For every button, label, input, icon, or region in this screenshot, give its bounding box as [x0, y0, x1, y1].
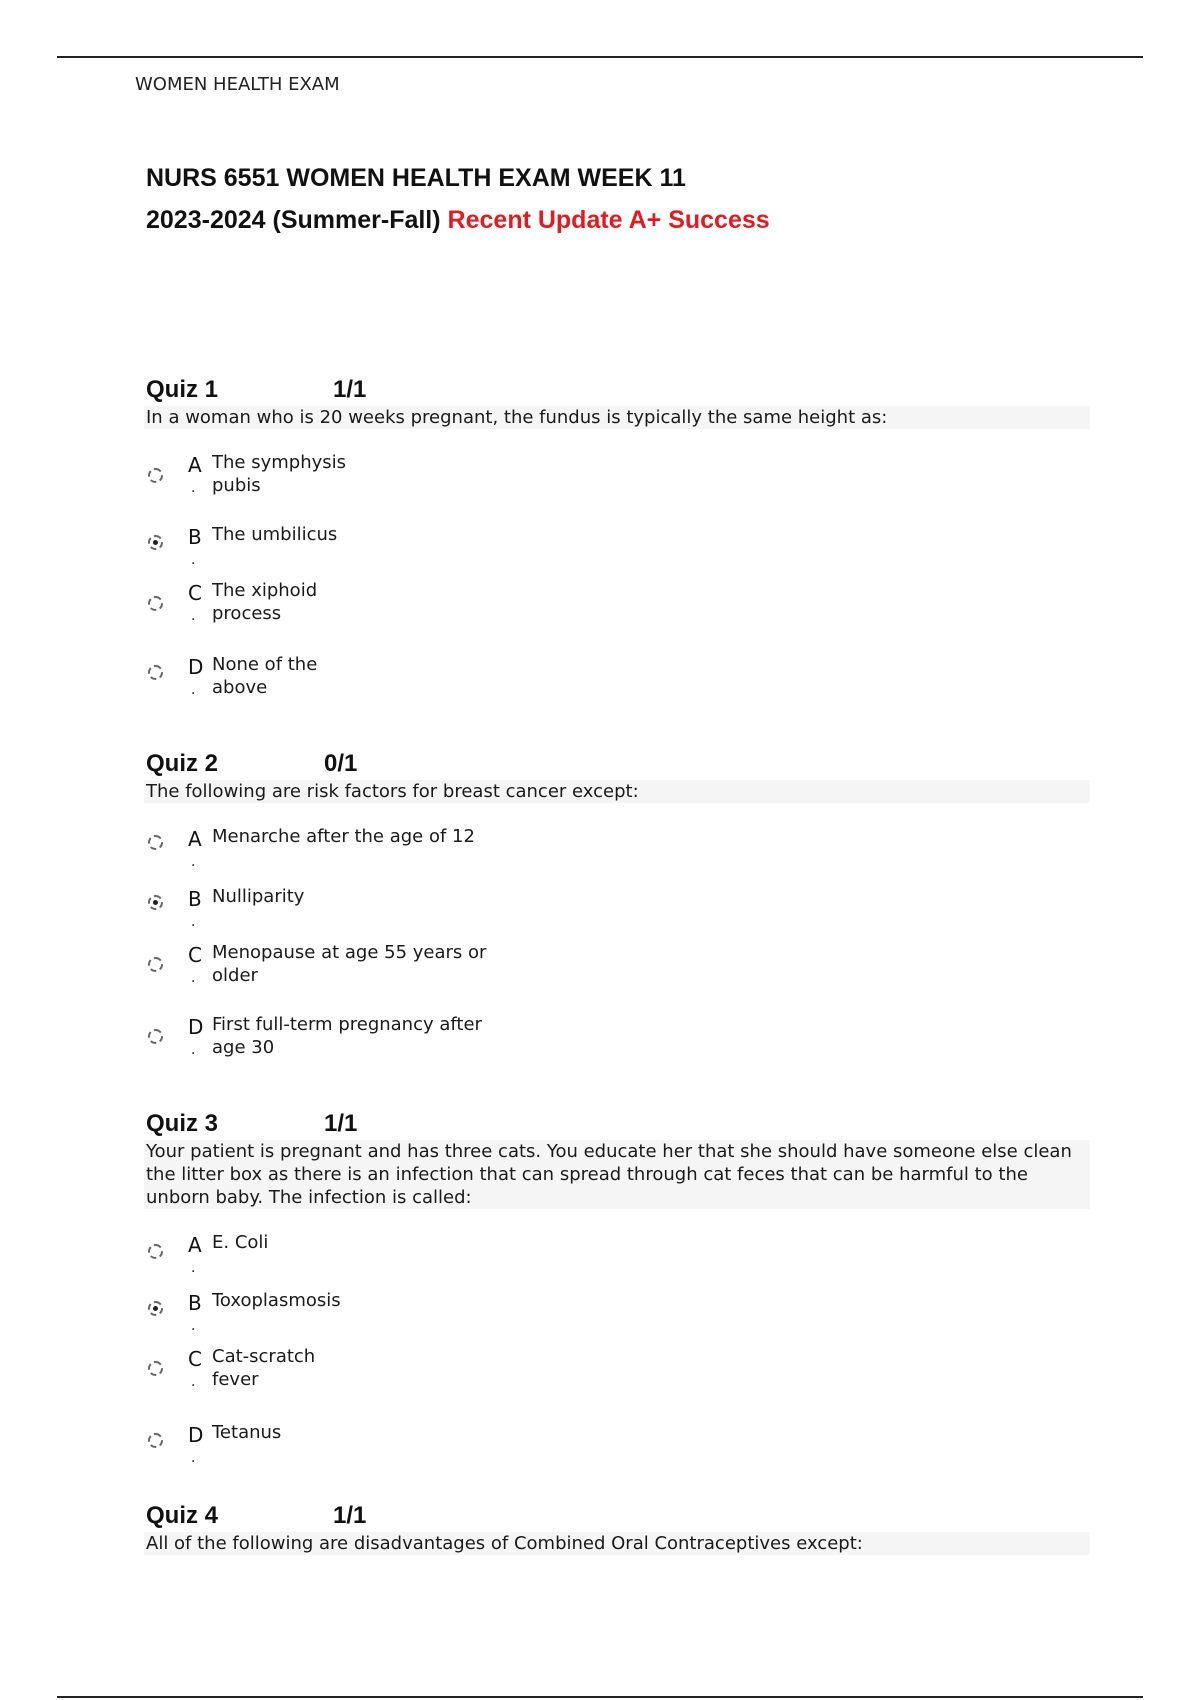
- radio-button-icon[interactable]: [148, 835, 163, 850]
- option-letter: D: [188, 1015, 204, 1039]
- question-text: All of the following are disadvantages of Combined Oral Contraceptives except:: [144, 1532, 1090, 1555]
- option-b[interactable]: [146, 1289, 1090, 1345]
- radio-button-selected-icon[interactable]: [148, 1301, 163, 1316]
- option-a[interactable]: [146, 1231, 1090, 1289]
- quiz-label: Quiz 4: [146, 1502, 219, 1529]
- quiz-4: [146, 1502, 1090, 1555]
- option-a[interactable]: [146, 451, 1090, 523]
- subtitle-prefix: 2023-2024 (Summer-Fall): [146, 206, 441, 234]
- quiz-3: [146, 1110, 1090, 1477]
- quiz-2: [146, 750, 1090, 1073]
- option-text: Menopause at age 55 years or older: [212, 942, 487, 986]
- option-c[interactable]: [146, 579, 1090, 653]
- option-text: Toxoplasmosis: [212, 1290, 341, 1311]
- option-text: Nulliparity: [212, 886, 305, 907]
- option-text: Cat-scratch fever: [212, 1346, 316, 1390]
- option-text: Menarche after the age of 12: [212, 826, 475, 847]
- top-rule: [57, 56, 1143, 58]
- option-text: Tetanus: [212, 1422, 282, 1443]
- subtitle-accent: Recent Update A+ Success: [447, 206, 770, 234]
- running-header: WOMEN HEALTH EXAM: [135, 74, 340, 95]
- quiz-score: 1/1: [333, 1502, 367, 1529]
- option-letter: C: [188, 581, 202, 605]
- quiz-label: Quiz 3: [146, 1110, 219, 1137]
- quiz-score: 0/1: [324, 750, 358, 777]
- option-dot: .: [191, 682, 196, 698]
- option-text: The xiphoid process: [212, 580, 318, 624]
- page-title: NURS 6551 WOMEN HEALTH EXAM WEEK 11: [146, 164, 686, 192]
- option-dot: .: [191, 1260, 196, 1276]
- quiz-label: Quiz 2: [146, 750, 219, 777]
- radio-button-icon[interactable]: [148, 1433, 163, 1448]
- option-c[interactable]: [146, 1345, 1090, 1421]
- question-text: The following are risk factors for breast cancer except:: [144, 780, 1090, 803]
- option-letter: D: [188, 1423, 204, 1447]
- option-b[interactable]: [146, 523, 1090, 579]
- option-dot: .: [191, 552, 196, 568]
- option-dot: .: [191, 608, 196, 624]
- options: [146, 1231, 1090, 1477]
- option-dot: .: [191, 1450, 196, 1466]
- option-dot: .: [191, 480, 196, 496]
- option-d[interactable]: [146, 1013, 1090, 1073]
- option-letter: B: [188, 1291, 202, 1315]
- option-letter: A: [188, 1233, 202, 1257]
- option-letter: C: [188, 1347, 202, 1371]
- quiz-score: 1/1: [324, 1110, 358, 1137]
- option-letter: B: [188, 887, 202, 911]
- option-letter: C: [188, 943, 202, 967]
- option-dot: .: [191, 1042, 196, 1058]
- question-text: Your patient is pregnant and has three cats. You educate her that she should have someone else clean the litter box as there is an infection that can spread through cat feces that can be harmful to the unborn baby. The infection is called:: [144, 1140, 1090, 1209]
- option-text: None of the above: [212, 654, 318, 698]
- quiz-1: [146, 376, 1090, 713]
- option-c[interactable]: [146, 941, 1090, 1013]
- option-dot: .: [191, 1374, 196, 1390]
- option-b[interactable]: [146, 885, 1090, 941]
- option-d[interactable]: [146, 653, 1090, 713]
- option-text: First full-term pregnancy after age 30: [212, 1014, 482, 1058]
- radio-button-icon[interactable]: [148, 1361, 163, 1376]
- options: [146, 825, 1090, 1073]
- radio-button-icon[interactable]: [148, 468, 163, 483]
- radio-button-selected-icon[interactable]: [148, 895, 163, 910]
- options: [146, 451, 1090, 713]
- option-d[interactable]: [146, 1421, 1090, 1477]
- option-letter: B: [188, 525, 202, 549]
- option-dot: .: [191, 1318, 196, 1334]
- bottom-rule: [57, 1696, 1143, 1698]
- option-text: E. Coli: [212, 1232, 269, 1253]
- quiz-label: Quiz 1: [146, 376, 219, 403]
- option-letter: A: [188, 453, 202, 477]
- option-a[interactable]: [146, 825, 1090, 885]
- option-dot: .: [191, 970, 196, 986]
- option-dot: .: [191, 854, 196, 870]
- option-dot: .: [191, 914, 196, 930]
- radio-button-selected-icon[interactable]: [148, 535, 163, 550]
- radio-button-icon[interactable]: [148, 1244, 163, 1259]
- option-text: The symphysis pubis: [212, 452, 347, 496]
- quiz-score: 1/1: [333, 376, 367, 403]
- option-letter: D: [188, 655, 204, 679]
- option-letter: A: [188, 827, 202, 851]
- radio-button-icon[interactable]: [148, 665, 163, 680]
- radio-button-icon[interactable]: [148, 1029, 163, 1044]
- radio-button-icon[interactable]: [148, 596, 163, 611]
- question-text: In a woman who is 20 weeks pregnant, the fundus is typically the same height as:: [144, 406, 1090, 429]
- page-subtitle: [146, 206, 770, 235]
- radio-button-icon[interactable]: [148, 957, 163, 972]
- option-text: The umbilicus: [212, 524, 338, 545]
